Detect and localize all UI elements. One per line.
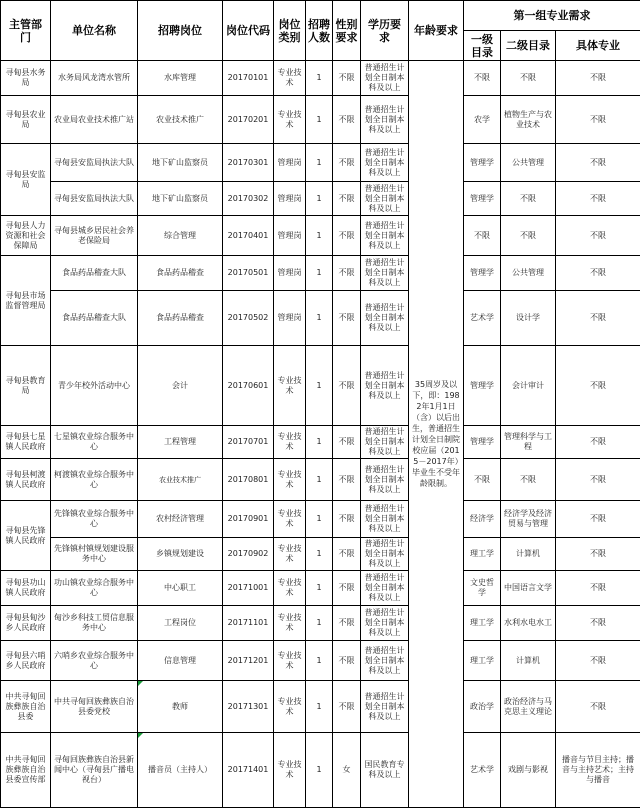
department-cell: 寻甸县柯渡镇人民政府	[1, 459, 51, 501]
education-cell: 普通招生计划全日制本科及以上	[361, 346, 409, 426]
major-level2-cell: 中国语言文学	[501, 571, 556, 606]
position-cell: 食品药品稽查	[138, 256, 223, 291]
count-cell: 1	[306, 346, 333, 426]
category-cell: 专业技术	[274, 606, 306, 641]
position-cell: 工程管理	[138, 426, 223, 459]
unit-cell: 先锋镇村镇规划建设服务中心	[51, 538, 138, 571]
table-row	[1, 61, 640, 96]
gender-cell: 不限	[333, 256, 361, 291]
header-specific: 具体专业	[556, 31, 640, 61]
major-level1-cell: 政治学	[464, 681, 501, 733]
category-cell: 专业技术	[274, 571, 306, 606]
code-cell: 20171101	[223, 606, 274, 641]
major-level1-cell: 不限	[464, 216, 501, 256]
count-cell: 1	[306, 571, 333, 606]
unit-cell: 食品药品稽查大队	[51, 256, 138, 291]
unit-cell: 水务局风龙湾水管所	[51, 61, 138, 96]
department-cell: 寻甸县七星镇人民政府	[1, 426, 51, 459]
specific-major-cell: 不限	[556, 182, 640, 216]
count-cell: 1	[306, 459, 333, 501]
department-cell: 寻甸县人力资源和社会保障局	[1, 216, 51, 256]
code-cell: 20170502	[223, 291, 274, 346]
department-cell: 寻甸县甸沙乡人民政府	[1, 606, 51, 641]
specific-major-cell: 不限	[556, 571, 640, 606]
count-cell: 1	[306, 182, 333, 216]
position-cell: 农业技术推广	[138, 96, 223, 144]
code-cell: 20170801	[223, 459, 274, 501]
specific-major-cell: 不限	[556, 96, 640, 144]
major-level2-cell: 戏剧与影视	[501, 733, 556, 808]
count-cell: 1	[306, 291, 333, 346]
gender-cell: 不限	[333, 216, 361, 256]
category-cell: 专业技术	[274, 641, 306, 681]
major-level1-cell: 理工学	[464, 538, 501, 571]
category-cell: 专业技术	[274, 501, 306, 538]
category-cell: 专业技术	[274, 538, 306, 571]
unit-cell: 青少年校外活动中心	[51, 346, 138, 426]
specific-major-cell: 不限	[556, 216, 640, 256]
major-level2-cell: 计算机	[501, 641, 556, 681]
education-cell: 普通招生计划全日制本科及以上	[361, 144, 409, 182]
major-level2-cell: 植物生产与农业技术	[501, 96, 556, 144]
count-cell: 1	[306, 61, 333, 96]
education-cell: 普通招生计划全日制本科及以上	[361, 459, 409, 501]
header-level2: 二级目录	[501, 31, 556, 61]
header-row	[1, 1, 640, 31]
code-cell: 20170301	[223, 144, 274, 182]
department-cell: 寻甸县市场监督管理局	[1, 256, 51, 346]
specific-major-cell: 不限	[556, 346, 640, 426]
header-unit: 单位名称	[51, 1, 138, 61]
position-cell: 工程岗位	[138, 606, 223, 641]
header-major-group: 第一组专业需求	[464, 1, 640, 31]
table-row	[1, 606, 640, 641]
unit-cell: 寻甸县城乡居民社会养老保险局	[51, 216, 138, 256]
header-department: 主管部门	[1, 1, 51, 61]
education-cell: 普通招生计划全日制本科及以上	[361, 291, 409, 346]
count-cell: 1	[306, 538, 333, 571]
count-cell: 1	[306, 426, 333, 459]
major-level1-cell: 农学	[464, 96, 501, 144]
major-level2-cell: 不限	[501, 459, 556, 501]
unit-cell: 寻甸县安监局执法大队	[51, 144, 138, 182]
education-cell: 普通招生计划全日制本科及以上	[361, 182, 409, 216]
major-level2-cell: 政治经济与马克思主义理论	[501, 681, 556, 733]
count-cell: 1	[306, 606, 333, 641]
education-cell: 普通招生计划全日制本科及以上	[361, 256, 409, 291]
position-cell: 综合管理	[138, 216, 223, 256]
gender-cell: 不限	[333, 426, 361, 459]
gender-cell: 不限	[333, 501, 361, 538]
education-cell: 普通招生计划全日制本科及以上	[361, 681, 409, 733]
gender-cell: 不限	[333, 144, 361, 182]
code-cell: 20171401	[223, 733, 274, 808]
count-cell: 1	[306, 733, 333, 808]
education-cell: 普通招生计划全日制本科及以上	[361, 501, 409, 538]
category-cell: 管理岗	[274, 216, 306, 256]
code-cell: 20171201	[223, 641, 274, 681]
count-cell: 1	[306, 144, 333, 182]
code-cell: 20170302	[223, 182, 274, 216]
category-cell: 管理岗	[274, 182, 306, 216]
gender-cell: 不限	[333, 538, 361, 571]
position-cell: 地下矿山监察员	[138, 144, 223, 182]
education-cell: 国民教育专科及以上	[361, 733, 409, 808]
position-cell: 教师	[138, 681, 223, 733]
major-level1-cell: 管理学	[464, 426, 501, 459]
unit-cell: 中共寻甸回族彝族自治县委党校	[51, 681, 138, 733]
table-row	[1, 571, 640, 606]
count-cell: 1	[306, 216, 333, 256]
department-cell: 寻甸县安监局	[1, 144, 51, 216]
code-cell: 20171001	[223, 571, 274, 606]
department-cell: 寻甸县农业局	[1, 96, 51, 144]
category-cell: 专业技术	[274, 346, 306, 426]
category-cell: 专业技术	[274, 426, 306, 459]
gender-cell: 不限	[333, 571, 361, 606]
specific-major-cell: 不限	[556, 144, 640, 182]
education-cell: 普通招生计划全日制本科及以上	[361, 61, 409, 96]
unit-cell: 寻甸回族彝族自治县新闻中心（寻甸县广播电视台）	[51, 733, 138, 808]
specific-major-cell: 不限	[556, 641, 640, 681]
specific-major-cell: 不限	[556, 538, 640, 571]
unit-cell: 功山镇农业综合服务中心	[51, 571, 138, 606]
major-level1-cell: 理工学	[464, 606, 501, 641]
table-row	[1, 346, 640, 426]
count-cell: 1	[306, 641, 333, 681]
code-cell: 20171301	[223, 681, 274, 733]
category-cell: 管理岗	[274, 144, 306, 182]
table-row	[1, 641, 640, 681]
gender-cell: 女	[333, 733, 361, 808]
unit-cell: 七星镇农业综合服务中心	[51, 426, 138, 459]
major-level2-cell: 设计学	[501, 291, 556, 346]
specific-major-cell: 不限	[556, 501, 640, 538]
education-cell: 普通招生计划全日制本科及以上	[361, 426, 409, 459]
gender-cell: 不限	[333, 459, 361, 501]
code-cell: 20170201	[223, 96, 274, 144]
specific-major-cell: 不限	[556, 681, 640, 733]
major-level1-cell: 艺术学	[464, 733, 501, 808]
gender-cell: 不限	[333, 641, 361, 681]
gender-cell: 不限	[333, 681, 361, 733]
code-cell: 20170902	[223, 538, 274, 571]
table-row	[1, 681, 640, 733]
gender-cell: 不限	[333, 61, 361, 96]
department-cell: 寻甸县教育局	[1, 346, 51, 426]
code-cell: 20170601	[223, 346, 274, 426]
header-age: 年龄要求	[409, 1, 464, 61]
position-cell: 水库管理	[138, 61, 223, 96]
major-level1-cell: 管理学	[464, 144, 501, 182]
department-cell: 中共寻甸回族彝族自治县委宣传部	[1, 733, 51, 808]
position-cell: 中心职工	[138, 571, 223, 606]
specific-major-cell: 不限	[556, 606, 640, 641]
position-cell: 乡镇规划建设	[138, 538, 223, 571]
table-row	[1, 96, 640, 144]
code-cell: 20170701	[223, 426, 274, 459]
table-row	[1, 501, 640, 538]
education-cell: 普通招生计划全日制本科及以上	[361, 641, 409, 681]
code-cell: 20170401	[223, 216, 274, 256]
education-cell: 普通招生计划全日制本科及以上	[361, 216, 409, 256]
header-category: 岗位类别	[274, 1, 306, 61]
table-row	[1, 182, 640, 216]
position-cell: 播音员（主持人）	[138, 733, 223, 808]
position-cell: 食品药品稽查	[138, 291, 223, 346]
specific-major-cell: 不限	[556, 459, 640, 501]
header-count: 招聘人数	[306, 1, 333, 61]
department-cell: 寻甸县功山镇人民政府	[1, 571, 51, 606]
major-level2-cell: 水利水电水工	[501, 606, 556, 641]
gender-cell: 不限	[333, 182, 361, 216]
code-cell: 20170901	[223, 501, 274, 538]
education-cell: 普通招生计划全日制本科及以上	[361, 571, 409, 606]
table-row	[1, 144, 640, 182]
table-row	[1, 216, 640, 256]
major-level2-cell: 不限	[501, 61, 556, 96]
position-cell: 会计	[138, 346, 223, 426]
major-level1-cell: 管理学	[464, 256, 501, 291]
category-cell: 管理岗	[274, 291, 306, 346]
department-cell: 寻甸县六哨乡人民政府	[1, 641, 51, 681]
position-cell: 地下矿山监察员	[138, 182, 223, 216]
major-level2-cell: 公共管理	[501, 144, 556, 182]
category-cell: 管理岗	[274, 256, 306, 291]
gender-cell: 不限	[333, 606, 361, 641]
department-cell: 中共寻甸回族彝族自治县委	[1, 681, 51, 733]
header-gender: 性别要求	[333, 1, 361, 61]
position-cell: 农村经济管理	[138, 501, 223, 538]
category-cell: 专业技术	[274, 61, 306, 96]
code-cell: 20170501	[223, 256, 274, 291]
major-level1-cell: 文史哲学	[464, 571, 501, 606]
major-level1-cell: 不限	[464, 61, 501, 96]
count-cell: 1	[306, 681, 333, 733]
major-level1-cell: 艺术学	[464, 291, 501, 346]
position-cell: 农业技术推广	[138, 459, 223, 501]
specific-major-cell: 不限	[556, 291, 640, 346]
unit-cell: 寻甸县安监局执法大队	[51, 182, 138, 216]
unit-cell: 食品药品稽查大队	[51, 291, 138, 346]
unit-cell: 柯渡镇农业综合服务中心	[51, 459, 138, 501]
age-requirement-cell: 35周岁及以下，即：1982年1月1日（含）以后出生，普通招生计划全日制院校应届（2015－2017年）毕业生不受年龄限制。	[409, 61, 464, 808]
category-cell: 专业技术	[274, 459, 306, 501]
position-cell: 信息管理	[138, 641, 223, 681]
major-level1-cell: 理工学	[464, 641, 501, 681]
table-row	[1, 459, 640, 501]
category-cell: 专业技术	[274, 96, 306, 144]
major-level1-cell: 管理学	[464, 182, 501, 216]
education-cell: 普通招生计划全日制本科及以上	[361, 606, 409, 641]
specific-major-cell: 播音与节目主持；播音与主持艺术；主持与播音	[556, 733, 640, 808]
category-cell: 专业技术	[274, 681, 306, 733]
education-cell: 普通招生计划全日制本科及以上	[361, 538, 409, 571]
unit-cell: 农业局农业技术推广站	[51, 96, 138, 144]
count-cell: 1	[306, 96, 333, 144]
specific-major-cell: 不限	[556, 426, 640, 459]
department-cell: 寻甸县先锋镇人民政府	[1, 501, 51, 571]
specific-major-cell: 不限	[556, 256, 640, 291]
header-code: 岗位代码	[223, 1, 274, 61]
code-cell: 20170101	[223, 61, 274, 96]
major-level1-cell: 管理学	[464, 346, 501, 426]
table-row	[1, 733, 640, 808]
education-cell: 普通招生计划全日制本科及以上	[361, 96, 409, 144]
major-level2-cell: 不限	[501, 182, 556, 216]
count-cell: 1	[306, 256, 333, 291]
header-position: 招聘岗位	[138, 1, 223, 61]
table-row	[1, 426, 640, 459]
table-row	[1, 538, 640, 571]
major-level1-cell: 不限	[464, 459, 501, 501]
gender-cell: 不限	[333, 346, 361, 426]
count-cell: 1	[306, 501, 333, 538]
major-level2-cell: 计算机	[501, 538, 556, 571]
table-row	[1, 256, 640, 291]
gender-cell: 不限	[333, 291, 361, 346]
header-level1: 一级目录	[464, 31, 501, 61]
unit-cell: 六哨乡农业综合服务中心	[51, 641, 138, 681]
major-level2-cell: 经济学及经济贸易与管理	[501, 501, 556, 538]
table-row	[1, 291, 640, 346]
category-cell: 专业技术	[274, 733, 306, 808]
major-level1-cell: 经济学	[464, 501, 501, 538]
header-education: 学历要求	[361, 1, 409, 61]
specific-major-cell: 不限	[556, 61, 640, 96]
major-level2-cell: 会计审计	[501, 346, 556, 426]
major-level2-cell: 不限	[501, 216, 556, 256]
gender-cell: 不限	[333, 96, 361, 144]
unit-cell: 甸沙乡科技工贸信息服务中心	[51, 606, 138, 641]
unit-cell: 先锋镇农业综合服务中心	[51, 501, 138, 538]
department-cell: 寻甸县水务局	[1, 61, 51, 96]
major-level2-cell: 管理科学与工程	[501, 426, 556, 459]
major-level2-cell: 公共管理	[501, 256, 556, 291]
